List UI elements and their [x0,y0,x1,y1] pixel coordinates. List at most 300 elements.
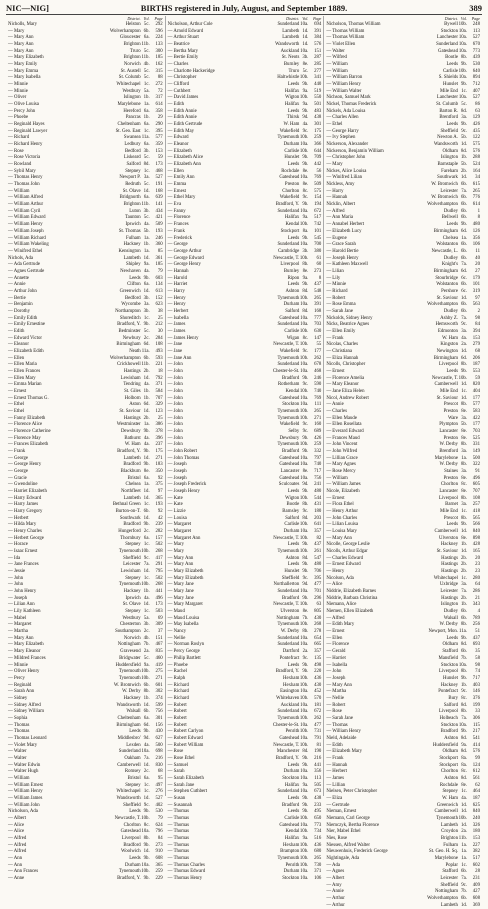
entry-district: Salford [285,515,300,521]
entry-district: Hackney [123,589,141,595]
entry-page: 33 [475,709,480,715]
entry-volume: 1d. [143,849,150,855]
entry-district: Barnsley [282,509,300,515]
entry-district: W. Derby [439,442,458,448]
entry-volume: 9c. [302,655,309,661]
entry-district: Bradford, Y. [117,449,141,454]
entry-page: 193 [155,502,163,508]
entry-page: 382 [472,849,480,855]
entry-name: — Jane [167,342,183,348]
entry-page: 789 [472,615,480,621]
entry-volume: 9b. [460,675,467,681]
entry-district: Nottingham [117,642,141,648]
register-entry [168,816,322,823]
entry-page: 265 [472,188,480,194]
register-entry [326,442,480,449]
entry-page: 438 [314,795,322,801]
entry-page: 840 [472,809,480,815]
entry-volume: 9b. [302,562,309,568]
entry-name: — Lizzie [167,509,186,515]
entry-page: 365 [155,862,163,868]
entry-district: Uxbridge [439,582,458,588]
entry-name: Nicks, Beatrice Agnes [326,322,370,328]
entry-district: Hunslet [284,569,300,575]
register-entry [8,836,163,843]
register-entry [326,149,480,156]
entry-district: Sheffield [123,555,141,561]
register-entry [168,783,322,790]
entry-name: — Arthur Stuart [167,35,199,41]
entry-volume: 6c. [461,288,467,294]
entry-volume: 1b. [143,589,150,595]
register-entry [168,29,322,36]
entry-district: Birmingham [433,355,458,361]
entry-volume: 10b. [141,675,150,681]
entry-volume: 10a. [300,689,309,695]
entry-district: Taunton [125,215,141,221]
entry-volume: 10b. [299,442,309,448]
entry-name: — Harold Bertie [326,248,359,254]
entry-volume: 10a. [458,48,467,54]
entry-page: 672 [314,709,322,715]
entry-volume: 1d. [143,375,150,381]
entry-name: — Reginald Lawyer [8,128,48,134]
register-entry [326,55,480,62]
register-entry [168,356,322,363]
entry-name: — Bertie [8,295,26,301]
entry-name: — John [8,582,24,588]
register-entry [8,496,163,503]
entry-page: 519 [314,88,322,94]
entry-volume: 10b. [299,95,309,101]
register-entry [8,803,163,810]
entry-district: Prescot [443,402,458,408]
register-entry [168,622,322,629]
entry-page: 678 [314,362,322,368]
entry-name: — Richard [326,288,348,294]
entry-volume: 8b. [302,262,309,268]
register-entry [8,256,163,263]
entry-volume: 6c. [461,275,467,281]
entry-page: 500 [472,455,480,461]
entry-page: 149 [472,449,480,454]
entry-name: — Agnes [326,869,345,875]
entry-district: Thirsk [286,115,300,121]
entry-page: 262 [314,355,322,361]
entry-volume: 8e. [143,469,150,475]
entry-name: — Margaret Ann [167,535,201,541]
entry-page: 124 [472,762,480,768]
entry-volume: 10b. [299,535,309,541]
entry-district: Newbury [122,335,141,341]
register-entry [8,522,163,529]
entry-page: 239 [155,522,163,528]
entry-page: 300 [155,48,163,54]
entry-district: Camberwell [117,762,141,768]
register-entry [326,609,480,616]
entry-page: 177 [314,348,322,354]
register-entry [8,569,163,576]
entry-page: 268 [155,549,163,555]
entry-page: 199 [472,702,480,708]
entry-name: — Percy George [167,649,200,655]
entry-district: Brighton [440,835,458,841]
entry-volume: 1d. [460,809,467,815]
entry-district: Tynemouth [118,669,141,675]
entry-name: — Frank [326,335,344,341]
entry-name: — John Henry [8,589,37,595]
register-entry [168,122,322,129]
entry-volume: 1d. [143,188,150,194]
entry-volume: 8b. [460,622,467,628]
entry-district: St. Saviour [436,549,458,555]
entry-district: Hexham [283,682,300,688]
entry-name: — William Walter [326,88,362,94]
entry-volume: 9c. [143,555,150,561]
entry-page: 386 [155,422,163,428]
entry-district: Cheltenham [117,122,141,128]
entry-name: — Arthur [326,902,345,908]
register-entry [8,663,163,670]
register-entry [326,729,480,736]
entry-district: Kingston [440,342,458,348]
register-entry [168,389,322,396]
entry-district: Ulverston [280,609,300,615]
entry-volume: 10b. [299,742,309,748]
entry-page: 365 [155,495,163,501]
entry-name: Nier, Mabel Ethel [326,829,361,835]
entry-page: 496 [472,475,480,481]
register-entry [8,869,163,876]
register-entry [326,449,480,456]
register-entry [168,769,322,776]
entry-name: — Ellen [8,355,25,361]
register-entry [326,349,480,356]
entry-name: — Percy [8,675,25,681]
entry-name: — Sidney William [8,709,44,715]
entry-name: — Frances [167,222,189,228]
entry-district: Huddersfield [115,662,141,668]
entry-volume: 5c. [143,655,150,661]
entry-name: — Ann [8,855,22,861]
entry-district: Bradford [281,375,300,381]
entry-district: Bethnal Green [112,502,141,508]
entry-district: Wolverhampton [427,302,458,308]
register-entry [326,816,480,823]
register-entry [326,456,480,463]
register-entry [8,716,163,723]
entry-name: Nicholson, Thomas William [326,22,381,27]
entry-name: — John [8,575,24,581]
entry-page: 673 [314,789,322,795]
entry-district: Newcastle, T. [273,255,300,261]
entry-page: 654 [314,635,322,641]
entry-volume: 5c. [143,48,150,54]
register-entry [168,376,322,383]
register-entry [326,683,480,690]
entry-district: Northallerton [273,582,300,588]
entry-name: — Richard [167,689,189,695]
register-entry [8,796,163,803]
register-entry [326,663,480,670]
entry-page: 55 [316,342,322,348]
entry-district: Stockton [282,876,300,881]
register-entry [8,89,163,96]
entry-volume: 6b. [460,649,467,655]
entry-name: — Elizabeth Ann [167,162,201,168]
entry-name: — William James [326,482,361,488]
entry-name: — Gracie [8,475,27,481]
register-entry [8,75,163,82]
entry-volume: 1b. [143,695,150,701]
entry-district: Southampton [115,629,141,635]
entry-name: — Nancy [167,629,187,635]
entry-volume: 9b. [302,569,309,575]
entry-page: 157 [155,535,163,541]
register-entry [8,756,163,763]
entry-page: 436 [314,675,322,681]
entry-district: Knight's [441,262,458,268]
entry-page: 286 [472,589,480,595]
entry-page: 160 [314,422,322,428]
register-entry [168,55,322,62]
entry-page: 776 [472,195,480,201]
entry-name: — William [326,475,348,481]
entry-page: 409 [472,882,480,888]
entry-volume: 1c. [143,315,150,321]
register-entry [168,229,322,236]
entry-district: Tynemouth [277,135,300,141]
register-entry [326,229,480,236]
register-entry [168,683,322,690]
entry-district: Camberwell [434,809,458,815]
register-entry [168,696,322,703]
entry-name: — Joseph Henry [167,489,200,495]
entry-volume: 10a. [300,322,309,328]
entry-volume: 1d. [143,288,150,294]
entry-page: 165 [472,549,480,555]
entry-page: 517 [472,855,480,861]
entry-district: W. Derby [122,689,141,695]
entry-name: — Reginald Hayes [8,122,45,128]
register-entry [168,129,322,136]
entry-page: 265 [314,408,322,414]
entry-district: Gateshead [279,462,300,468]
register-entry [168,489,322,496]
entry-page: 40 [475,255,480,261]
register-entry [326,69,480,76]
entry-page: 164 [472,168,480,174]
entry-page: 187 [472,795,480,801]
entry-name: — Rose Victoria [8,155,41,161]
entry-district: Mile End [439,88,458,94]
entry-district: Gateshead [279,475,300,481]
register-entry [8,122,163,129]
entry-district: Leeds [287,489,300,495]
entry-district: St. Columb [118,75,141,81]
entry-district: Mile End [439,509,458,515]
entry-district: Lambeth [440,902,458,908]
entry-volume: 6b. [143,682,150,688]
register-entry [8,402,163,409]
entry-page: 217 [472,729,480,735]
register-entry [326,122,480,129]
entry-page: 329 [155,402,163,408]
entry-volume: 1c. [143,789,150,795]
register-entry [8,422,163,429]
entry-district: Chester-le-St. [272,368,300,374]
register-entry [168,189,322,196]
register-entry [326,296,480,303]
entry-page: 315 [155,68,163,74]
entry-name: — Lillian [326,782,346,788]
entry-page: 493 [155,348,163,354]
entry-page: 279 [472,342,480,348]
entry-district: Ashton [444,735,458,741]
register-entry [168,849,322,856]
entry-name: — Jane [167,348,183,354]
entry-district: Birmingham [116,342,141,348]
volume-heading: Vol. [143,16,150,21]
entry-page: 129 [472,115,480,121]
register-entry [8,436,163,443]
register-entry [168,182,322,189]
register-entry [326,836,480,843]
entry-district: Kendal [285,222,300,228]
entry-district: Gateshead [279,822,300,828]
register-entry [326,489,480,496]
entry-name: — Ann Frances [8,869,39,875]
entry-district: Burnley [283,268,300,274]
register-entry [8,289,163,296]
entry-page: 437 [314,542,322,548]
entry-page: 98 [475,315,480,321]
entry-name: — Robert [167,702,187,708]
entry-page: 496 [155,595,163,601]
entry-name: — Maud Louisa [167,615,200,621]
entry-district: Hereford [123,108,141,114]
entry-page: 301 [314,122,322,128]
entry-volume: 6b. [460,308,467,314]
entry-district: Pontefract [438,689,458,695]
entry-volume: 8a. [461,755,467,761]
entry-district: W. Bromwich [431,195,458,201]
entry-page: 503 [155,609,163,615]
register-entry [326,883,480,890]
entry-name: — Dorothy [8,308,30,314]
entry-volume: 10b. [299,855,309,861]
entry-volume: 9a. [302,275,309,281]
entry-page: 502 [155,542,163,548]
entry-name: — Reginald [8,682,32,688]
entry-volume: 9b. [143,729,150,735]
entry-name: — Kathleen Maxwell [326,262,368,268]
entry-page: 85 [157,248,163,254]
entry-page: 769 [314,175,322,181]
entry-name: — Hannah [326,195,348,201]
entry-volume: 10a. [300,722,309,728]
entry-page: 625 [472,802,480,808]
entry-name: — Agnes Gertrude [8,268,45,274]
entry-name: Nichson, Samuel Mark [326,95,371,101]
entry-district: Norwich [123,62,141,68]
header-title: BIRTHS registered in July, August, and September 1889. [140,3,348,13]
entry-volume: 10a. [458,722,467,728]
entry-district: Brentford [439,449,458,454]
volume-heading: Vol. [302,16,309,21]
entry-name: — Florence [167,215,191,221]
entry-volume: 1b. [460,542,467,548]
entry-volume: 1c. [143,502,150,508]
entry-page: 82 [316,535,322,541]
entry-volume: 1d. [460,175,467,181]
entry-district: Halifax [284,102,300,108]
entry-page: 173 [155,602,163,608]
entry-district: Bradford [123,522,141,528]
entry-name: Niemann, Alice [326,602,357,608]
entry-page: 570 [314,695,322,701]
register-entry [8,269,163,276]
entry-district: Ashby Z. [440,315,458,321]
entry-volume: 1b. [143,395,150,401]
entry-district: Gateshead [279,455,300,461]
entry-volume: 1c. [143,168,150,174]
entry-page: 376 [472,695,480,701]
entry-page: 153 [472,835,480,841]
entry-volume: 8d. [460,108,467,114]
entry-page: 240 [472,815,480,821]
entry-page: 123 [155,408,163,414]
entry-volume: 10b. [299,602,309,608]
register-entry [8,135,163,142]
entry-volume: 8d. [460,148,467,154]
entry-volume: 9c. [302,509,309,515]
entry-volume: 6b. [460,609,467,615]
entry-page: 95 [157,775,163,781]
entry-page: 350 [155,469,163,475]
entry-volume: 1b. [460,682,467,688]
register-entry [326,763,480,770]
entry-page: 624 [155,822,163,828]
entry-volume: 1d. [460,549,467,555]
entry-page: 599 [155,702,163,708]
entry-page: 563 [472,302,480,308]
entry-page: 241 [314,482,322,488]
entry-name: — William [8,188,30,194]
entry-page: 51 [475,629,480,635]
register-entry [8,102,163,109]
register-entry [326,476,480,483]
entry-volume: 8e. [302,62,309,68]
entry-name: Nicholls, Mary [8,22,38,27]
entry-district: Sheffield [440,128,458,134]
register-entry [326,289,480,296]
register-entry [168,516,322,523]
entry-name: — Arthur [326,896,345,902]
entry-district: Blackburn [120,469,141,475]
register-entry [8,296,163,303]
entry-district: Stepney [125,542,141,548]
entry-page: 796 [155,829,163,835]
entry-volume: 2b. [460,555,467,561]
entry-district: Ripon [287,275,300,281]
register-entry [8,149,163,156]
register-entry [168,75,322,82]
register-entry [168,582,322,589]
entry-name: — Robert [167,709,187,715]
entry-volume: 10a. [300,589,309,595]
register-entry [168,649,322,656]
